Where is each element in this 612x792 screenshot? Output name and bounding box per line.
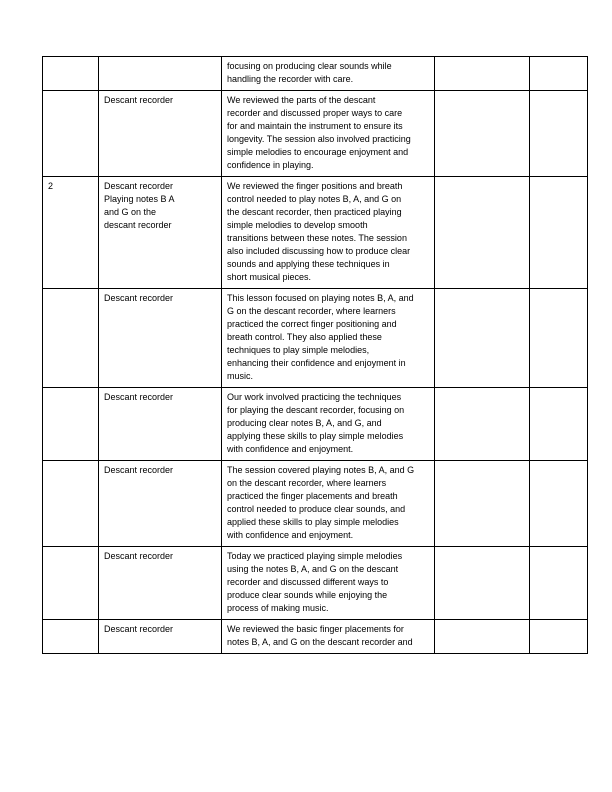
empty-cell (530, 461, 588, 547)
empty-cell (435, 388, 530, 461)
table-row (43, 91, 588, 177)
week-cell (43, 91, 99, 177)
table-row (43, 177, 588, 289)
lesson-notes-cell: This lesson focused on playing notes B, A, and G on the descant recorder, where learners practiced the correct finger positioning and breath control. They also applied these techniques to play simple melodies, enhancing their confidence and enjoyment in music. (222, 289, 435, 388)
topic-cell: Descant recorder Playing notes B A and G on the descant recorder (99, 177, 222, 289)
topic-cell: Descant recorder (99, 289, 222, 388)
week-cell (43, 289, 99, 388)
empty-cell (530, 289, 588, 388)
lesson-notes-cell: We reviewed the finger positions and breath control needed to play notes B, A, and G on the descant recorder, then practiced playing simple melodies to develop smooth transitions between these notes. The session also included discussing how to produce clear sounds and applying these techniques in short musical pieces. (222, 177, 435, 289)
lesson-notes-cell: The session covered playing notes B, A, and G on the descant recorder, where learners practiced the finger placements and breath control needed to produce clear sounds, and applied these skills to play simple melodies with confidence and enjoyment. (222, 461, 435, 547)
week-cell (43, 547, 99, 620)
topic-cell (99, 57, 222, 91)
empty-cell (530, 177, 588, 289)
lesson-notes-cell: Our work involved practicing the techniques for playing the descant recorder, focusing on producing clear notes B, A, and G, and applying these skills to play simple melodies with confidence and enjoyment. (222, 388, 435, 461)
empty-cell (530, 547, 588, 620)
empty-cell (530, 388, 588, 461)
empty-cell (435, 289, 530, 388)
empty-cell (530, 57, 588, 91)
lesson-notes-cell: We reviewed the parts of the descant recorder and discussed proper ways to care for and maintain the instrument to ensure its longevity. The session also involved practicing simple melodies to encourage enjoyment and confidence in playing. (222, 91, 435, 177)
topic-cell: Descant recorder (99, 547, 222, 620)
week-cell (43, 57, 99, 91)
topic-cell: Descant recorder (99, 620, 222, 654)
week-cell (43, 620, 99, 654)
topic-cell: Descant recorder (99, 461, 222, 547)
lesson-notes-cell: Today we practiced playing simple melodies using the notes B, A, and G on the descant recorder and discussed different ways to produce clear sounds while enjoying the process of making music. (222, 547, 435, 620)
lesson-notes-cell: We reviewed the basic finger placements for notes B, A, and G on the descant recorder and (222, 620, 435, 654)
week-cell (43, 461, 99, 547)
empty-cell (435, 91, 530, 177)
topic-cell: Descant recorder (99, 388, 222, 461)
empty-cell (435, 177, 530, 289)
table-row (43, 289, 588, 388)
lesson-notes-cell: focusing on producing clear sounds while handling the recorder with care. (222, 57, 435, 91)
lesson-log-table (42, 56, 588, 654)
week-cell: 2 (43, 177, 99, 289)
table-row (43, 547, 588, 620)
empty-cell (530, 91, 588, 177)
table-row (43, 388, 588, 461)
table-row (43, 461, 588, 547)
empty-cell (435, 547, 530, 620)
empty-cell (435, 461, 530, 547)
table-row (43, 620, 588, 654)
week-cell (43, 388, 99, 461)
empty-cell (530, 620, 588, 654)
table-row (43, 57, 588, 91)
empty-cell (435, 620, 530, 654)
empty-cell (435, 57, 530, 91)
topic-cell: Descant recorder (99, 91, 222, 177)
